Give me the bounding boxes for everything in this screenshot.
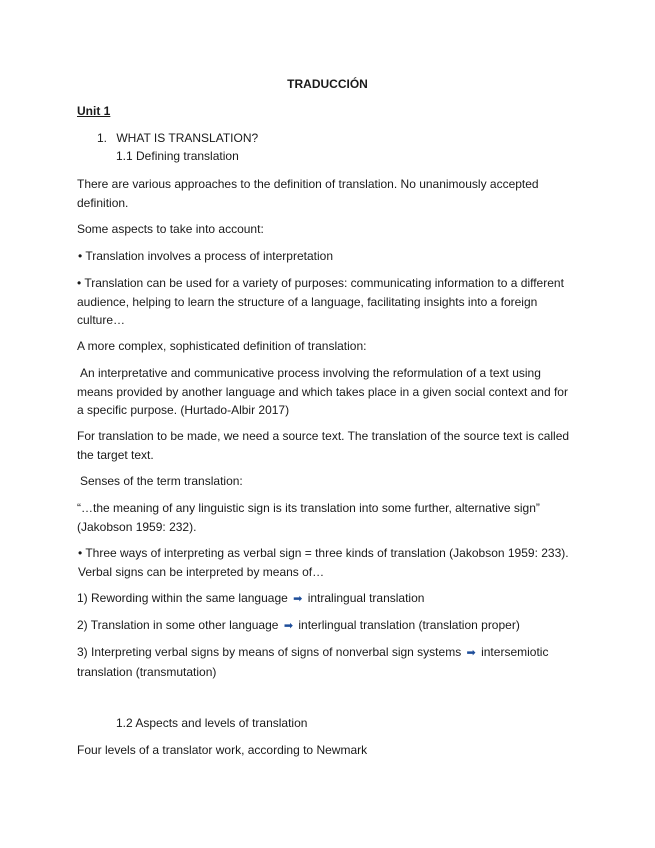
bullet-interpretation: • Translation involves a process of interpretation: [78, 249, 333, 263]
section-title: WHAT IS TRANSLATION?: [116, 131, 259, 145]
document-title: TRADUCCIÓN: [287, 77, 368, 91]
paragraph-source-text: For translation to be made, we need a source text. The translation of the source text is called the target text.: [77, 429, 570, 462]
item-text: 2) Translation in some other language: [77, 618, 279, 632]
item-text: 1) Rewording within the same language: [77, 591, 288, 605]
section-heading-1: [97, 129, 597, 148]
paragraph-approaches: There are various approaches to the definition of translation. No unanimously accepted definition.: [77, 177, 539, 210]
item-result: intersemiotic translation (transmutation): [77, 645, 549, 679]
right-arrow-icon: ➡: [293, 593, 303, 605]
paragraph-complex-definition: A more complex, sophisticated definition of translation:: [77, 339, 367, 353]
list-item-interlingual: [77, 616, 577, 636]
paragraph-jakobson-quote: “…the meaning of any linguistic sign is its translation into some further, alternative sign” (Jakobson 1959: 232).: [77, 501, 540, 534]
right-arrow-icon: ➡: [466, 647, 476, 659]
right-arrow-icon: ➡: [283, 620, 294, 632]
paragraph-senses: Senses of the term translation:: [80, 474, 243, 488]
paragraph-definition-quote: An interpretative and communicative process involving the reformulation of a text using means provided by another language and which takes place in a given social context and for a specific purpose. (Hurtado-Albir 2017): [77, 366, 568, 417]
list-item-intralingual: [77, 589, 577, 609]
bullet-purposes: • Translation can be used for a variety of purposes: communicating information to a different audience, helping to learn the structure of a language, facilitating insights into a foreign culture…: [77, 276, 564, 327]
paragraph-newmark-levels: Four levels of a translator work, according to Newmark: [77, 743, 368, 757]
item-result: interlingual translation (translation proper): [298, 618, 520, 632]
paragraph-aspects: Some aspects to take into account:: [77, 222, 264, 236]
item-text: 3) Interpreting verbal signs by means of signs of nonverbal sign systems: [77, 645, 462, 659]
list-item-intersemiotic: [77, 643, 577, 681]
unit-heading: Unit 1: [77, 104, 111, 118]
subsection-heading-1-1: 1.1 Defining translation: [116, 149, 239, 163]
subsection-heading-1-2: 1.2 Aspects and levels of translation: [116, 716, 308, 730]
bullet-three-ways: • Three ways of interpreting as verbal sign = three kinds of translation (Jakobson 1959: 233). Verbal signs can be interpreted by means of…: [78, 546, 569, 579]
section-number: 1.: [97, 131, 108, 145]
item-result: intralingual translation: [307, 591, 425, 605]
